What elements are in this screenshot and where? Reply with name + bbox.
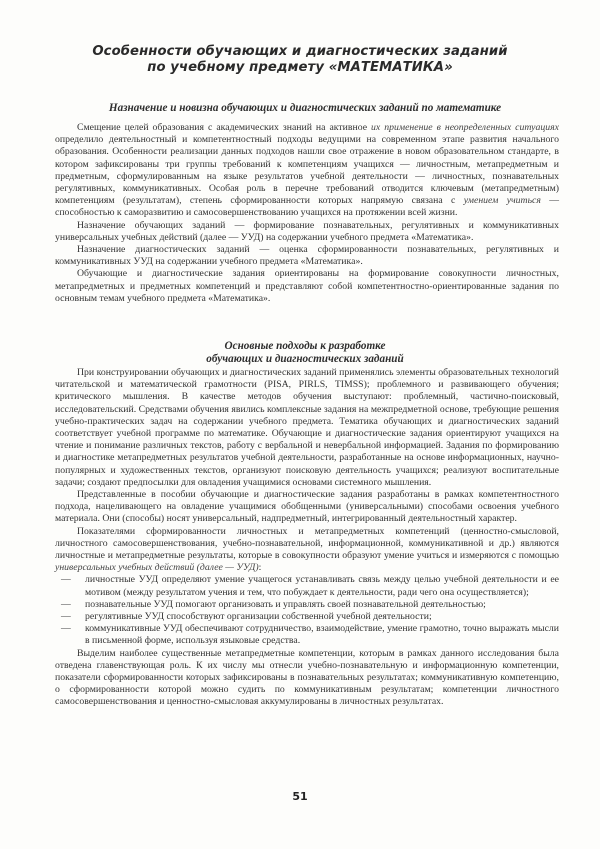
section-body-approaches [55, 367, 559, 709]
paragraph: При конструировании обучающих и диагностических заданий применялись элементы образовательных технологий читательской и математической грамотности (PISA, PIRLS, TIMSS); проблемного и развивающего обучения; критического мышления. В качестве методов обучения выступают: проблемный, частично-поисковый, исследовательский. Средствами обучения явились комплексные задания на межпредметной основе, требующие решения учебно-практических задач на содержании учебного предмета. Тематика обучающих и диагностических заданий соответствует учебной программе по математике. Обучающие и диагностические задания ориентируют учащихся на чтение и понимание различных текстов, работу с вербальной и невербальной информацией. Задания по формированию и диагностике метапредметных результатов учебной деятельности, разработанные на основе информационных, научно-популярных и художественных текстов, организуют поисковую деятельность учащихся; реализуют воспитательные задачи; создают предпосылки для овладения учащимися основами системного мышления. [55, 367, 559, 488]
paragraph: Выделим наиболее существенные метапредметные компетенции, которым в рамках данного исследования была отведена главенствующая роль. К их числу мы отнесли учебно-познавательную и информационную компетенции, показатели сформированности которых зафиксированы в познавательных результатах; коммуникативную компетенцию, о сформированности которой можно судить по коммуникативным результатам; компетенции личностного самосовершенствования и ценностно-смысловая аккумулированы в личностных результатах. [55, 647, 559, 708]
dash-bullet: — [61, 611, 71, 623]
emphasis-text: универсальных учебных действий (далее — УУД) [55, 562, 259, 574]
uud-list [55, 574, 559, 647]
paragraph: Обучающие и диагностические задания ориентированы на формирование совокупности личностных, метапредметных и предметных компетенций и представляют собой компетентностно-ориентированные задания по основным темам учебного предмета «Математика». [55, 268, 559, 304]
text-run: определило деятельностный и компетентностный подходы ведущими на современном этапе развития начального образования. Особенности реализации данных подходов нашли свое отражение в новом образовательном стандарте, в котором зафиксированы три группы требований к компетенциям учащихся — личностным, метапредметным и предметным, сформулированным на языке результатов учебной деятельности — личностных, познавательных регулятивных, коммуникативных. Особая роль в перечне требований отводится ключевым (метапредметным) компетенциям (результатам), степень сформированности которых напрямую связана с [55, 134, 559, 207]
page-title-line-2: по учебному предмету «МАТЕМАТИКА» [147, 60, 453, 75]
list-item [55, 599, 559, 611]
page-title [60, 44, 540, 76]
paragraph: Назначение диагностических заданий — оценка сформированности познавательных, регулятивных и коммуникативных УУД на содержании учебного предмета «Математика». [55, 244, 559, 268]
dash-bullet: — [61, 598, 71, 610]
paragraph [55, 122, 559, 220]
text-run: : [258, 562, 262, 574]
text-run: Показателями сформированности личностных и метапредметных компетенций (ценностно-смысловой, личностного самосовершенствования, учебно-познавательной, информационной, коммуникативной и др.) являются личностные и метапредметные результаты, которые в совокупности образуют умение учиться и измеряются с помощью [55, 525, 559, 562]
section-heading-approaches [55, 340, 555, 366]
paragraph: Представленные в пособии обучающие и диагностические задания разработаны в рамках компетентностного подхода, нацеливающего на овладение учащимися обобщенными (универсальными) способами освоения учебного материала. Они (способы) носят универсальный, надпредметный, интегрированный деятельностный характер. [55, 489, 559, 525]
paragraph: Назначение обучающих заданий — формирование познавательных, регулятивных и коммуникативных универсальных учебных действий (далее — УУД) на содержании учебного предмета «Математика». [55, 219, 559, 243]
section-heading-line-1: Основные подходы к разработке [224, 340, 386, 352]
emphasis-text: их применение в неопределенных ситуациях [371, 122, 559, 133]
paragraph [55, 526, 559, 575]
list-item-text: личностные УУД определяют умение учащегося устанавливать связь между целью учебной деятельности и ее мотивом (между результатом учения и тем, что побуждает к деятельности, ради чего она осуществляется); [85, 574, 559, 598]
dash-bullet: — [61, 574, 71, 586]
section-heading-line-2: обучающих и диагностических заданий [206, 353, 404, 365]
section-body-purpose [55, 122, 559, 305]
page-number: 51 [292, 790, 308, 803]
emphasis-text: умением учиться [463, 195, 541, 207]
text-run: Смещение целей образования с академических знаний на активное [77, 122, 372, 133]
list-item-text: коммуникативные УУД обеспечивают сотрудничество, взаимодействие, умение грамотно, точно выражать мысли в письменной форме, используя языковые средства. [85, 623, 559, 647]
list-item [55, 611, 559, 623]
text-run: — способностью к саморазвитию и самосовершенствованию учащихся на протяжении всей жизни. [55, 195, 559, 219]
list-item-text: познавательные УУД помогают организовать и управлять своей познавательной деятельностью; [85, 598, 486, 610]
list-item [55, 574, 559, 598]
dash-bullet: — [61, 623, 71, 635]
page-title-line-1: Особенности обучающих и диагностических заданий [92, 44, 508, 59]
list-item [55, 623, 559, 647]
section-heading-purpose: Назначение и новизна обучающих и диагностических заданий по математике [108, 102, 502, 114]
list-item-text: регулятивные УУД способствуют организации собственной учебной деятельности; [85, 611, 432, 623]
